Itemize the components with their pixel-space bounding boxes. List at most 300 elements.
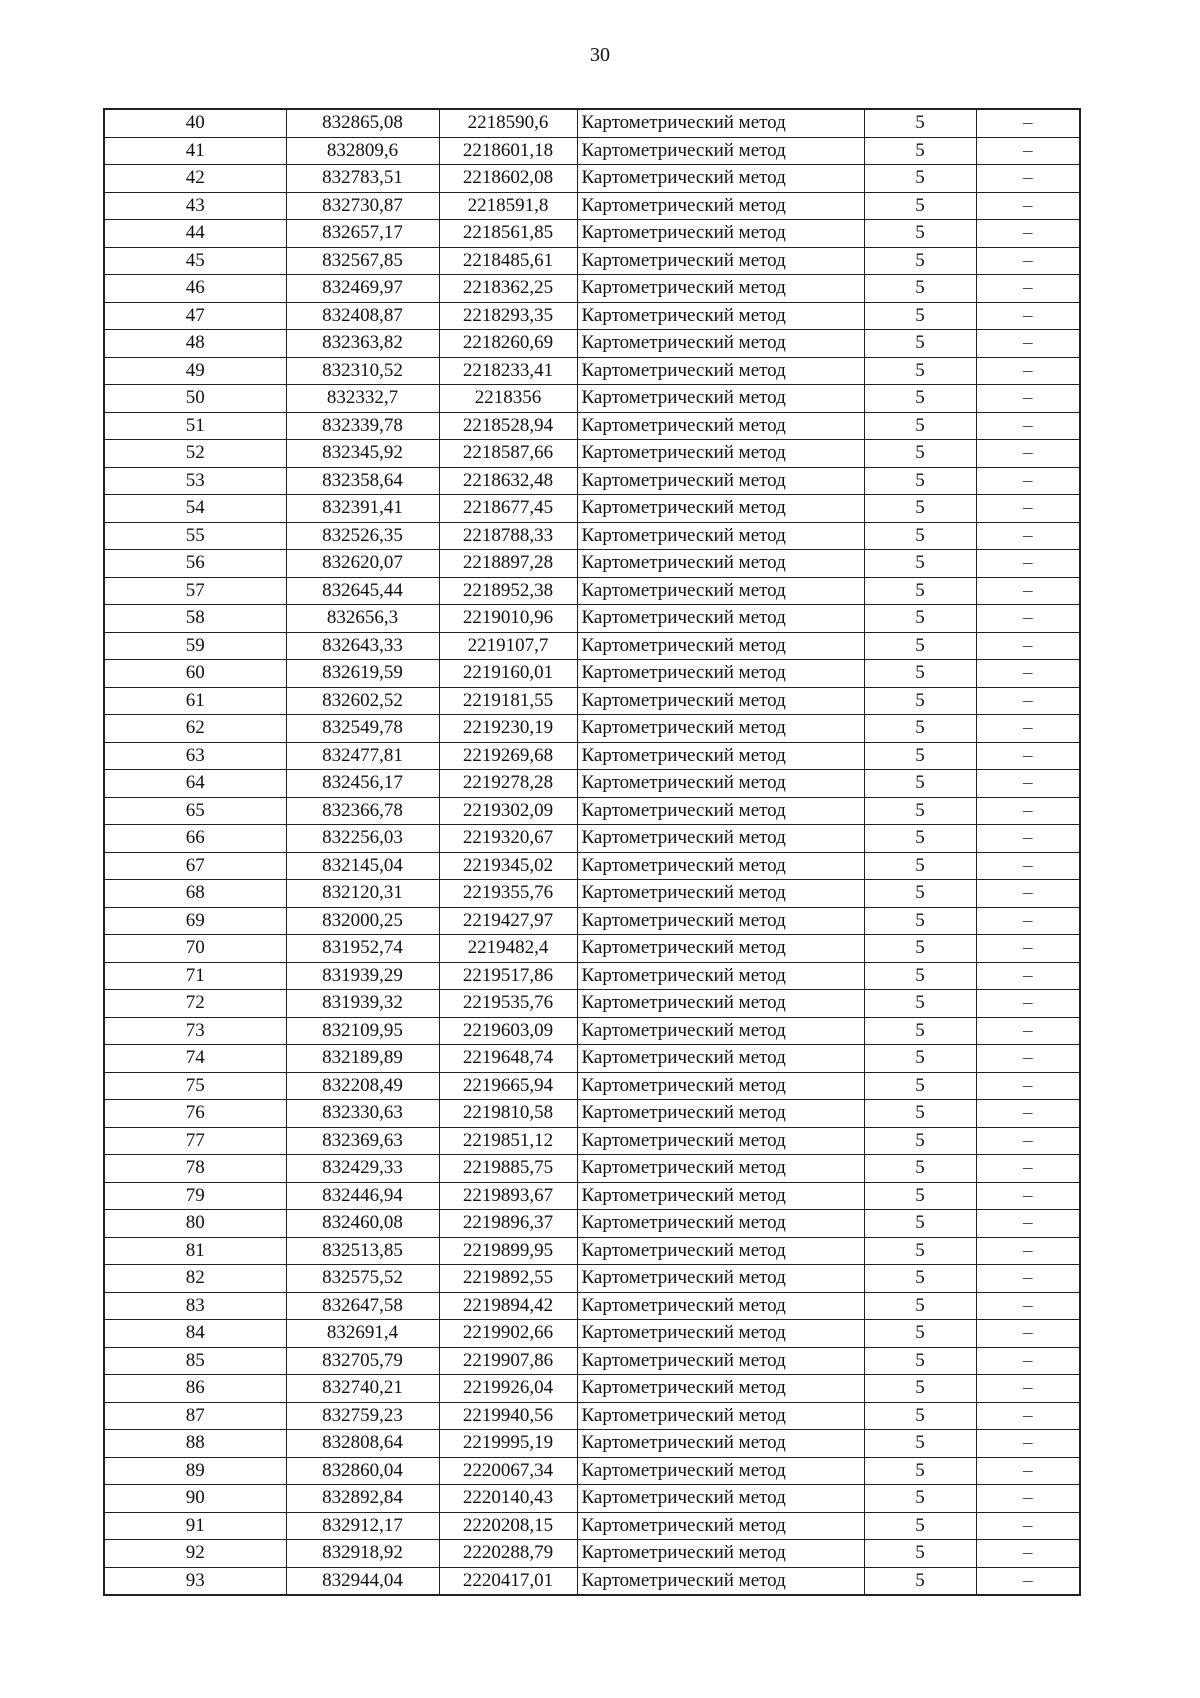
accuracy-cell: 5 (864, 440, 976, 468)
x-coordinate-cell: 832567,85 (286, 247, 439, 275)
table-row (104, 275, 1080, 303)
table-row (104, 220, 1080, 248)
x-coordinate-cell: 832256,03 (286, 825, 439, 853)
point-number-cell: 53 (104, 467, 286, 495)
y-coordinate-cell: 2219926,04 (439, 1375, 577, 1403)
accuracy-cell: 5 (864, 770, 976, 798)
table-row (104, 1485, 1080, 1513)
point-number-cell: 91 (104, 1512, 286, 1540)
method-cell: Картометрический метод (577, 275, 864, 303)
x-coordinate-cell: 832759,23 (286, 1402, 439, 1430)
point-number-cell: 74 (104, 1045, 286, 1073)
accuracy-cell: 5 (864, 330, 976, 358)
y-coordinate-cell: 2218587,66 (439, 440, 577, 468)
accuracy-cell: 5 (864, 907, 976, 935)
accuracy-cell: 5 (864, 302, 976, 330)
point-number-cell: 60 (104, 660, 286, 688)
method-cell: Картометрический метод (577, 1127, 864, 1155)
y-coordinate-cell: 2218677,45 (439, 495, 577, 523)
x-coordinate-cell: 832647,58 (286, 1292, 439, 1320)
y-coordinate-cell: 2219907,86 (439, 1347, 577, 1375)
accuracy-cell: 5 (864, 1017, 976, 1045)
table-row (104, 302, 1080, 330)
y-coordinate-cell: 2218293,35 (439, 302, 577, 330)
x-coordinate-cell: 832865,08 (286, 109, 439, 137)
note-cell: – (976, 165, 1080, 193)
table-row (104, 1512, 1080, 1540)
note-cell: – (976, 687, 1080, 715)
method-cell: Картометрический метод (577, 192, 864, 220)
accuracy-cell: 5 (864, 797, 976, 825)
y-coordinate-cell: 2219851,12 (439, 1127, 577, 1155)
point-number-cell: 75 (104, 1072, 286, 1100)
x-coordinate-cell: 832120,31 (286, 880, 439, 908)
y-coordinate-cell: 2220417,01 (439, 1567, 577, 1595)
method-cell: Картометрический метод (577, 302, 864, 330)
y-coordinate-cell: 2218233,41 (439, 357, 577, 385)
method-cell: Картометрический метод (577, 137, 864, 165)
point-number-cell: 64 (104, 770, 286, 798)
method-cell: Картометрический метод (577, 1210, 864, 1238)
x-coordinate-cell: 832460,08 (286, 1210, 439, 1238)
x-coordinate-cell: 832549,78 (286, 715, 439, 743)
accuracy-cell: 5 (864, 1100, 976, 1128)
method-cell: Картометрический метод (577, 385, 864, 413)
y-coordinate-cell: 2219665,94 (439, 1072, 577, 1100)
y-coordinate-cell: 2218601,18 (439, 137, 577, 165)
y-coordinate-cell: 2220140,43 (439, 1485, 577, 1513)
x-coordinate-cell: 832691,4 (286, 1320, 439, 1348)
note-cell: – (976, 660, 1080, 688)
method-cell: Картометрический метод (577, 1567, 864, 1595)
table-row (104, 1457, 1080, 1485)
note-cell: – (976, 440, 1080, 468)
point-number-cell: 42 (104, 165, 286, 193)
accuracy-cell: 5 (864, 109, 976, 137)
note-cell: – (976, 1210, 1080, 1238)
y-coordinate-cell: 2218897,28 (439, 550, 577, 578)
x-coordinate-cell: 831952,74 (286, 935, 439, 963)
method-cell: Картометрический метод (577, 440, 864, 468)
table-row (104, 577, 1080, 605)
method-cell: Картометрический метод (577, 1347, 864, 1375)
table-row (104, 660, 1080, 688)
method-cell: Картометрический метод (577, 687, 864, 715)
x-coordinate-cell: 832208,49 (286, 1072, 439, 1100)
x-coordinate-cell: 832477,81 (286, 742, 439, 770)
method-cell: Картометрический метод (577, 1320, 864, 1348)
accuracy-cell: 5 (864, 825, 976, 853)
point-number-cell: 59 (104, 632, 286, 660)
point-number-cell: 54 (104, 495, 286, 523)
method-cell: Картометрический метод (577, 330, 864, 358)
table-row (104, 385, 1080, 413)
note-cell: – (976, 962, 1080, 990)
method-cell: Картометрический метод (577, 1457, 864, 1485)
note-cell: – (976, 192, 1080, 220)
point-number-cell: 44 (104, 220, 286, 248)
note-cell: – (976, 247, 1080, 275)
table-row (104, 742, 1080, 770)
x-coordinate-cell: 832310,52 (286, 357, 439, 385)
x-coordinate-cell: 832000,25 (286, 907, 439, 935)
y-coordinate-cell: 2218632,48 (439, 467, 577, 495)
y-coordinate-cell: 2219535,76 (439, 990, 577, 1018)
point-number-cell: 84 (104, 1320, 286, 1348)
method-cell: Картометрический метод (577, 715, 864, 743)
point-number-cell: 61 (104, 687, 286, 715)
point-number-cell: 46 (104, 275, 286, 303)
method-cell: Картометрический метод (577, 247, 864, 275)
y-coordinate-cell: 2218362,25 (439, 275, 577, 303)
y-coordinate-cell: 2218602,08 (439, 165, 577, 193)
table-row (104, 1347, 1080, 1375)
table-row (104, 192, 1080, 220)
method-cell: Картометрический метод (577, 1155, 864, 1183)
note-cell: – (976, 1540, 1080, 1568)
y-coordinate-cell: 2219160,01 (439, 660, 577, 688)
y-coordinate-cell: 2219603,09 (439, 1017, 577, 1045)
x-coordinate-cell: 832656,3 (286, 605, 439, 633)
y-coordinate-cell: 2220208,15 (439, 1512, 577, 1540)
accuracy-cell: 5 (864, 1540, 976, 1568)
accuracy-cell: 5 (864, 1155, 976, 1183)
y-coordinate-cell: 2219320,67 (439, 825, 577, 853)
x-coordinate-cell: 832918,92 (286, 1540, 439, 1568)
note-cell: – (976, 1292, 1080, 1320)
note-cell: – (976, 495, 1080, 523)
x-coordinate-cell: 832643,33 (286, 632, 439, 660)
note-cell: – (976, 852, 1080, 880)
x-coordinate-cell: 832602,52 (286, 687, 439, 715)
accuracy-cell: 5 (864, 852, 976, 880)
note-cell: – (976, 1100, 1080, 1128)
x-coordinate-cell: 832526,35 (286, 522, 439, 550)
note-cell: – (976, 275, 1080, 303)
note-cell: – (976, 330, 1080, 358)
method-cell: Картометрический метод (577, 797, 864, 825)
note-cell: – (976, 880, 1080, 908)
accuracy-cell: 5 (864, 1320, 976, 1348)
y-coordinate-cell: 2218788,33 (439, 522, 577, 550)
y-coordinate-cell: 2219648,74 (439, 1045, 577, 1073)
x-coordinate-cell: 832809,6 (286, 137, 439, 165)
method-cell: Картометрический метод (577, 1100, 864, 1128)
y-coordinate-cell: 2219896,37 (439, 1210, 577, 1238)
accuracy-cell: 5 (864, 1485, 976, 1513)
accuracy-cell: 5 (864, 412, 976, 440)
accuracy-cell: 5 (864, 880, 976, 908)
point-number-cell: 40 (104, 109, 286, 137)
x-coordinate-cell: 832369,63 (286, 1127, 439, 1155)
accuracy-cell: 5 (864, 522, 976, 550)
point-number-cell: 81 (104, 1237, 286, 1265)
table-row (104, 962, 1080, 990)
point-number-cell: 63 (104, 742, 286, 770)
accuracy-cell: 5 (864, 550, 976, 578)
table-row (104, 605, 1080, 633)
x-coordinate-cell: 831939,32 (286, 990, 439, 1018)
x-coordinate-cell: 832345,92 (286, 440, 439, 468)
table-row (104, 550, 1080, 578)
method-cell: Картометрический метод (577, 577, 864, 605)
x-coordinate-cell: 832620,07 (286, 550, 439, 578)
method-cell: Картометрический метод (577, 660, 864, 688)
table-row (104, 1182, 1080, 1210)
y-coordinate-cell: 2218590,6 (439, 109, 577, 137)
table-row (104, 632, 1080, 660)
table-row (104, 825, 1080, 853)
method-cell: Картометрический метод (577, 522, 864, 550)
accuracy-cell: 5 (864, 1237, 976, 1265)
accuracy-cell: 5 (864, 495, 976, 523)
method-cell: Картометрический метод (577, 605, 864, 633)
point-number-cell: 55 (104, 522, 286, 550)
note-cell: – (976, 1155, 1080, 1183)
accuracy-cell: 5 (864, 137, 976, 165)
method-cell: Картометрический метод (577, 357, 864, 385)
table-row (104, 1320, 1080, 1348)
accuracy-cell: 5 (864, 220, 976, 248)
accuracy-cell: 5 (864, 357, 976, 385)
note-cell: – (976, 1347, 1080, 1375)
point-number-cell: 86 (104, 1375, 286, 1403)
method-cell: Картометрический метод (577, 495, 864, 523)
method-cell: Картометрический метод (577, 1265, 864, 1293)
point-number-cell: 73 (104, 1017, 286, 1045)
method-cell: Картометрический метод (577, 1072, 864, 1100)
method-cell: Картометрический метод (577, 1017, 864, 1045)
y-coordinate-cell: 2220067,34 (439, 1457, 577, 1485)
x-coordinate-cell: 832657,17 (286, 220, 439, 248)
method-cell: Картометрический метод (577, 770, 864, 798)
note-cell: – (976, 1402, 1080, 1430)
x-coordinate-cell: 832912,17 (286, 1512, 439, 1540)
accuracy-cell: 5 (864, 467, 976, 495)
method-cell: Картометрический метод (577, 1485, 864, 1513)
method-cell: Картометрический метод (577, 550, 864, 578)
y-coordinate-cell: 2219230,19 (439, 715, 577, 743)
accuracy-cell: 5 (864, 715, 976, 743)
table-row (104, 770, 1080, 798)
method-cell: Картометрический метод (577, 1292, 864, 1320)
coordinates-table (103, 108, 1081, 1596)
x-coordinate-cell: 832575,52 (286, 1265, 439, 1293)
y-coordinate-cell: 2220288,79 (439, 1540, 577, 1568)
table-row (104, 357, 1080, 385)
accuracy-cell: 5 (864, 962, 976, 990)
point-number-cell: 80 (104, 1210, 286, 1238)
method-cell: Картометрический метод (577, 742, 864, 770)
table-row (104, 495, 1080, 523)
y-coordinate-cell: 2219427,97 (439, 907, 577, 935)
table-row (104, 990, 1080, 1018)
note-cell: – (976, 1265, 1080, 1293)
table-row (104, 715, 1080, 743)
note-cell: – (976, 522, 1080, 550)
table-row (104, 1127, 1080, 1155)
table-row (104, 1017, 1080, 1045)
method-cell: Картометрический метод (577, 852, 864, 880)
method-cell: Картометрический метод (577, 1045, 864, 1073)
point-number-cell: 56 (104, 550, 286, 578)
note-cell: – (976, 1320, 1080, 1348)
table-row (104, 1100, 1080, 1128)
note-cell: – (976, 1457, 1080, 1485)
y-coordinate-cell: 2219899,95 (439, 1237, 577, 1265)
y-coordinate-cell: 2218528,94 (439, 412, 577, 440)
note-cell: – (976, 990, 1080, 1018)
note-cell: – (976, 770, 1080, 798)
note-cell: – (976, 1072, 1080, 1100)
accuracy-cell: 5 (864, 1375, 976, 1403)
x-coordinate-cell: 832408,87 (286, 302, 439, 330)
note-cell: – (976, 605, 1080, 633)
point-number-cell: 58 (104, 605, 286, 633)
note-cell: – (976, 742, 1080, 770)
y-coordinate-cell: 2219995,19 (439, 1430, 577, 1458)
table-row (104, 522, 1080, 550)
method-cell: Картометрический метод (577, 1402, 864, 1430)
method-cell: Картометрический метод (577, 1182, 864, 1210)
method-cell: Картометрический метод (577, 1430, 864, 1458)
x-coordinate-cell: 832619,59 (286, 660, 439, 688)
x-coordinate-cell: 832330,63 (286, 1100, 439, 1128)
note-cell: – (976, 357, 1080, 385)
accuracy-cell: 5 (864, 1265, 976, 1293)
accuracy-cell: 5 (864, 687, 976, 715)
point-number-cell: 70 (104, 935, 286, 963)
note-cell: – (976, 907, 1080, 935)
y-coordinate-cell: 2219355,76 (439, 880, 577, 908)
note-cell: – (976, 412, 1080, 440)
table-row (104, 1292, 1080, 1320)
point-number-cell: 90 (104, 1485, 286, 1513)
table-row (104, 1430, 1080, 1458)
accuracy-cell: 5 (864, 660, 976, 688)
note-cell: – (976, 1430, 1080, 1458)
note-cell: – (976, 632, 1080, 660)
accuracy-cell: 5 (864, 165, 976, 193)
x-coordinate-cell: 832730,87 (286, 192, 439, 220)
point-number-cell: 49 (104, 357, 286, 385)
point-number-cell: 43 (104, 192, 286, 220)
x-coordinate-cell: 832513,85 (286, 1237, 439, 1265)
table-row (104, 1402, 1080, 1430)
point-number-cell: 41 (104, 137, 286, 165)
y-coordinate-cell: 2219302,09 (439, 797, 577, 825)
method-cell: Картометрический метод (577, 220, 864, 248)
note-cell: – (976, 1237, 1080, 1265)
point-number-cell: 72 (104, 990, 286, 1018)
x-coordinate-cell: 832429,33 (286, 1155, 439, 1183)
accuracy-cell: 5 (864, 577, 976, 605)
y-coordinate-cell: 2219269,68 (439, 742, 577, 770)
point-number-cell: 71 (104, 962, 286, 990)
table-row (104, 412, 1080, 440)
table-row (104, 440, 1080, 468)
point-number-cell: 45 (104, 247, 286, 275)
accuracy-cell: 5 (864, 990, 976, 1018)
y-coordinate-cell: 2218591,8 (439, 192, 577, 220)
page-number: 30 (590, 44, 610, 66)
accuracy-cell: 5 (864, 192, 976, 220)
method-cell: Картометрический метод (577, 467, 864, 495)
table-row (104, 247, 1080, 275)
point-number-cell: 66 (104, 825, 286, 853)
accuracy-cell: 5 (864, 1402, 976, 1430)
x-coordinate-cell: 832808,64 (286, 1430, 439, 1458)
table-row (104, 1540, 1080, 1568)
note-cell: – (976, 1182, 1080, 1210)
y-coordinate-cell: 2219010,96 (439, 605, 577, 633)
table-row (104, 1375, 1080, 1403)
method-cell: Картометрический метод (577, 1540, 864, 1568)
table-row (104, 880, 1080, 908)
point-number-cell: 78 (104, 1155, 286, 1183)
table-row (104, 1045, 1080, 1073)
note-cell: – (976, 137, 1080, 165)
point-number-cell: 47 (104, 302, 286, 330)
point-number-cell: 83 (104, 1292, 286, 1320)
note-cell: – (976, 220, 1080, 248)
accuracy-cell: 5 (864, 1457, 976, 1485)
x-coordinate-cell: 832189,89 (286, 1045, 439, 1073)
point-number-cell: 76 (104, 1100, 286, 1128)
accuracy-cell: 5 (864, 1567, 976, 1595)
y-coordinate-cell: 2219885,75 (439, 1155, 577, 1183)
table-row (104, 1210, 1080, 1238)
coordinates-table-body (104, 109, 1080, 1595)
y-coordinate-cell: 2218561,85 (439, 220, 577, 248)
table-row (104, 852, 1080, 880)
note-cell: – (976, 1485, 1080, 1513)
y-coordinate-cell: 2219894,42 (439, 1292, 577, 1320)
table-row (104, 907, 1080, 935)
accuracy-cell: 5 (864, 1292, 976, 1320)
method-cell: Картометрический метод (577, 907, 864, 935)
point-number-cell: 57 (104, 577, 286, 605)
y-coordinate-cell: 2219345,02 (439, 852, 577, 880)
table-row (104, 330, 1080, 358)
point-number-cell: 67 (104, 852, 286, 880)
accuracy-cell: 5 (864, 1430, 976, 1458)
x-coordinate-cell: 832391,41 (286, 495, 439, 523)
accuracy-cell: 5 (864, 1045, 976, 1073)
accuracy-cell: 5 (864, 1347, 976, 1375)
x-coordinate-cell: 832783,51 (286, 165, 439, 193)
method-cell: Картометрический метод (577, 880, 864, 908)
note-cell: – (976, 715, 1080, 743)
method-cell: Картометрический метод (577, 632, 864, 660)
x-coordinate-cell: 832366,78 (286, 797, 439, 825)
note-cell: – (976, 1017, 1080, 1045)
method-cell: Картометрический метод (577, 1375, 864, 1403)
x-coordinate-cell: 832363,82 (286, 330, 439, 358)
point-number-cell: 85 (104, 1347, 286, 1375)
accuracy-cell: 5 (864, 275, 976, 303)
note-cell: – (976, 1045, 1080, 1073)
method-cell: Картометрический метод (577, 962, 864, 990)
x-coordinate-cell: 832456,17 (286, 770, 439, 798)
point-number-cell: 48 (104, 330, 286, 358)
point-number-cell: 65 (104, 797, 286, 825)
point-number-cell: 69 (104, 907, 286, 935)
point-number-cell: 68 (104, 880, 286, 908)
note-cell: – (976, 550, 1080, 578)
y-coordinate-cell: 2219107,7 (439, 632, 577, 660)
y-coordinate-cell: 2219517,86 (439, 962, 577, 990)
